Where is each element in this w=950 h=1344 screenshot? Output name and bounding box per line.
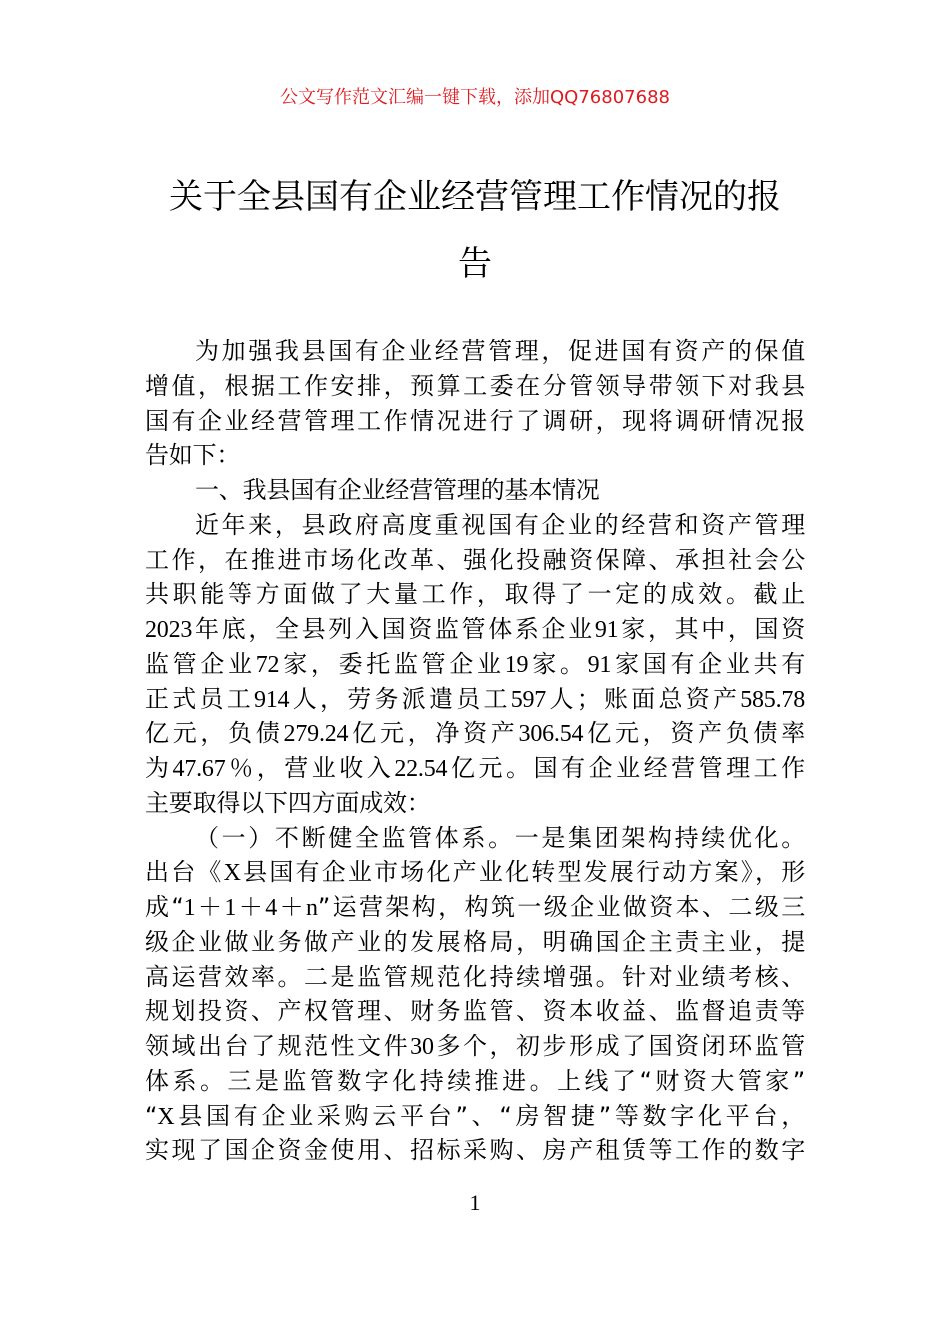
text-line: 为加强我县国有企业经营管理，促进国有资产的保值	[195, 337, 805, 365]
text-line: 为47.67％，营业收入22.54亿元。国有企业经营管理工作	[145, 754, 805, 782]
document-body	[145, 334, 805, 1168]
text-line: “X县国有企业采购云平台”、“房智捷”等数字化平台，	[145, 1101, 805, 1130]
text-line: 主要取得以下四方面成效：	[145, 788, 431, 817]
text-line: 工作，在推进市场化改革、强化投融资保障、承担社会公	[145, 545, 805, 574]
text-line: 体系。三是监管数字化持续推进。上线了“财资大管家”	[145, 1066, 805, 1095]
text-line: 告如下：	[145, 441, 241, 470]
text-line: 亿元，负债279.24亿元，净资产306.54亿元，资产负债率	[145, 719, 805, 748]
text-line: 近年来，县政府高度重视国有企业的经营和资产管理	[195, 510, 805, 539]
paragraph	[145, 508, 805, 821]
text-line: （一）不断健全监管体系。一是集团架构持续优化。	[195, 823, 805, 852]
text-line: 规划投资、产权管理、财务监管、资本收益、监督追责等	[145, 997, 805, 1026]
document-title-line-2: 告	[458, 244, 492, 284]
paragraph	[145, 473, 805, 508]
paragraph	[145, 821, 805, 1169]
text-line: 正式员工914人，劳务派遣员工597人；账面总资产585.78	[145, 684, 805, 713]
text-line: 实现了国企资金使用、招标采购、房产租赁等工作的数字	[145, 1136, 805, 1165]
text-line: 高运营效率。二是监管规范化持续增强。针对业绩考核、	[145, 962, 805, 991]
document-title-line-1: 关于全县国有企业经营管理工作情况的报	[169, 177, 781, 217]
text-line: 一、我县国有企业经营管理的基本情况	[195, 476, 600, 504]
page-number: 1	[469, 1190, 481, 1215]
text-line: 监管企业72家，委托监管企业19家。91家国有企业共有	[145, 649, 806, 678]
text-line: 成“1＋1＋4＋n”运营架构，构筑一级企业做资本、二级三	[145, 893, 805, 921]
paragraph	[145, 334, 805, 473]
text-line: 国有企业经营管理工作情况进行了调研，现将调研情况报	[145, 406, 805, 435]
text-line: 级企业做业务做产业的发展格局，明确国企主责主业，提	[145, 927, 805, 956]
text-line: 领域出台了规范性文件30多个，初步形成了国资闭环监管	[145, 1032, 806, 1060]
text-line: 2023年底，全县列入国资监管体系企业91家，其中，国资	[145, 615, 805, 643]
text-line: 增值，根据工作安排，预算工委在分管领导带领下对我县	[145, 371, 805, 400]
text-line: 出台《X县国有企业市场化产业化转型发展行动方案》，形	[145, 858, 805, 887]
text-line: 共职能等方面做了大量工作，取得了一定的成效。截止	[145, 580, 805, 609]
download-banner: 公文写作范文汇编一键下载，添加QQ76807688	[280, 87, 670, 108]
